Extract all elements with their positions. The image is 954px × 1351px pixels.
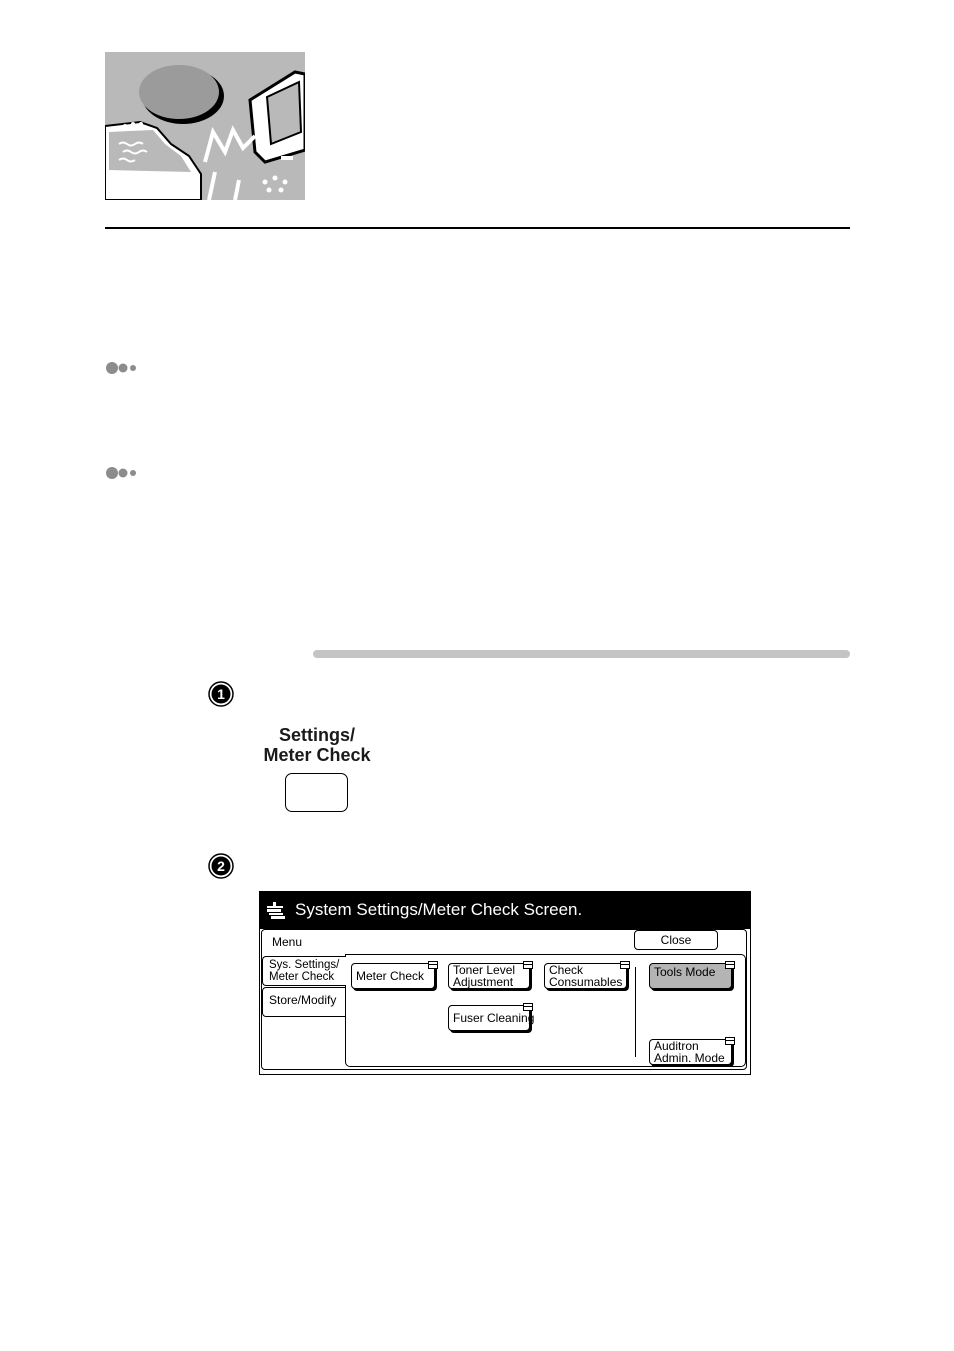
tab-label-line2: Meter Check <box>269 971 335 983</box>
step-2-circle-icon <box>208 853 234 879</box>
system-settings-panel <box>259 891 751 1075</box>
toner-level-adjustment-button[interactable] <box>448 963 530 989</box>
auditron-label-line1: Auditron <box>654 1039 699 1053</box>
panel-title-bar <box>260 892 750 929</box>
content-divider <box>635 967 636 1057</box>
tab-label: Store/Modify <box>269 993 337 1007</box>
computer-monitor-illustration-icon <box>105 52 305 200</box>
submenu-tab-icon <box>620 961 630 969</box>
submenu-tab-icon <box>725 961 735 969</box>
submenu-tab-icon <box>523 1003 533 1011</box>
submenu-tab-icon <box>725 1037 735 1045</box>
close-button[interactable]: Close <box>634 930 718 950</box>
triple-dot-bullet-icon <box>106 361 140 375</box>
step-1-circle-icon <box>208 681 234 707</box>
triple-dot-bullet-icon <box>106 466 140 480</box>
auditron-label-line2: Admin. Mode <box>654 1051 725 1065</box>
meter-check-label: Meter Check <box>356 969 425 983</box>
tab-label-line1: Sys. Settings/ <box>269 959 340 971</box>
submenu-tab-icon <box>428 961 438 969</box>
check-consumables-label-line1: Check <box>549 963 584 977</box>
tab-store-modify[interactable] <box>262 987 346 1017</box>
header-rule <box>105 227 850 229</box>
section-bar <box>313 650 850 658</box>
settings-tree-icon <box>266 902 286 920</box>
check-consumables-label-line2: Consumables <box>549 975 623 989</box>
submenu-tab-icon <box>523 961 533 969</box>
auditron-admin-mode-button[interactable] <box>649 1039 732 1065</box>
control-key-label <box>250 725 384 765</box>
toner-level-label-line1: Toner Level <box>453 963 516 977</box>
control-key-label-line2: Meter Check <box>263 745 371 765</box>
step-number: 1 <box>217 686 225 702</box>
menu-label: Menu <box>272 935 303 949</box>
panel-title: System Settings/Meter Check Screen. <box>295 900 583 919</box>
panel-body <box>260 929 750 1074</box>
step-number: 2 <box>217 858 225 874</box>
settings-meter-check-key[interactable] <box>285 773 348 812</box>
control-key-label-line1: Settings/ <box>278 725 355 745</box>
toner-level-label-line2: Adjustment <box>453 975 514 989</box>
tools-mode-label: Tools Mode <box>654 965 716 979</box>
meter-check-button[interactable] <box>351 963 435 989</box>
check-consumables-button[interactable] <box>544 963 627 989</box>
fuser-cleaning-button[interactable] <box>448 1005 535 1031</box>
tools-mode-button[interactable] <box>649 963 732 989</box>
fuser-cleaning-label: Fuser Cleaning <box>453 1011 535 1025</box>
tab-sys-settings-meter-check[interactable] <box>262 956 346 986</box>
